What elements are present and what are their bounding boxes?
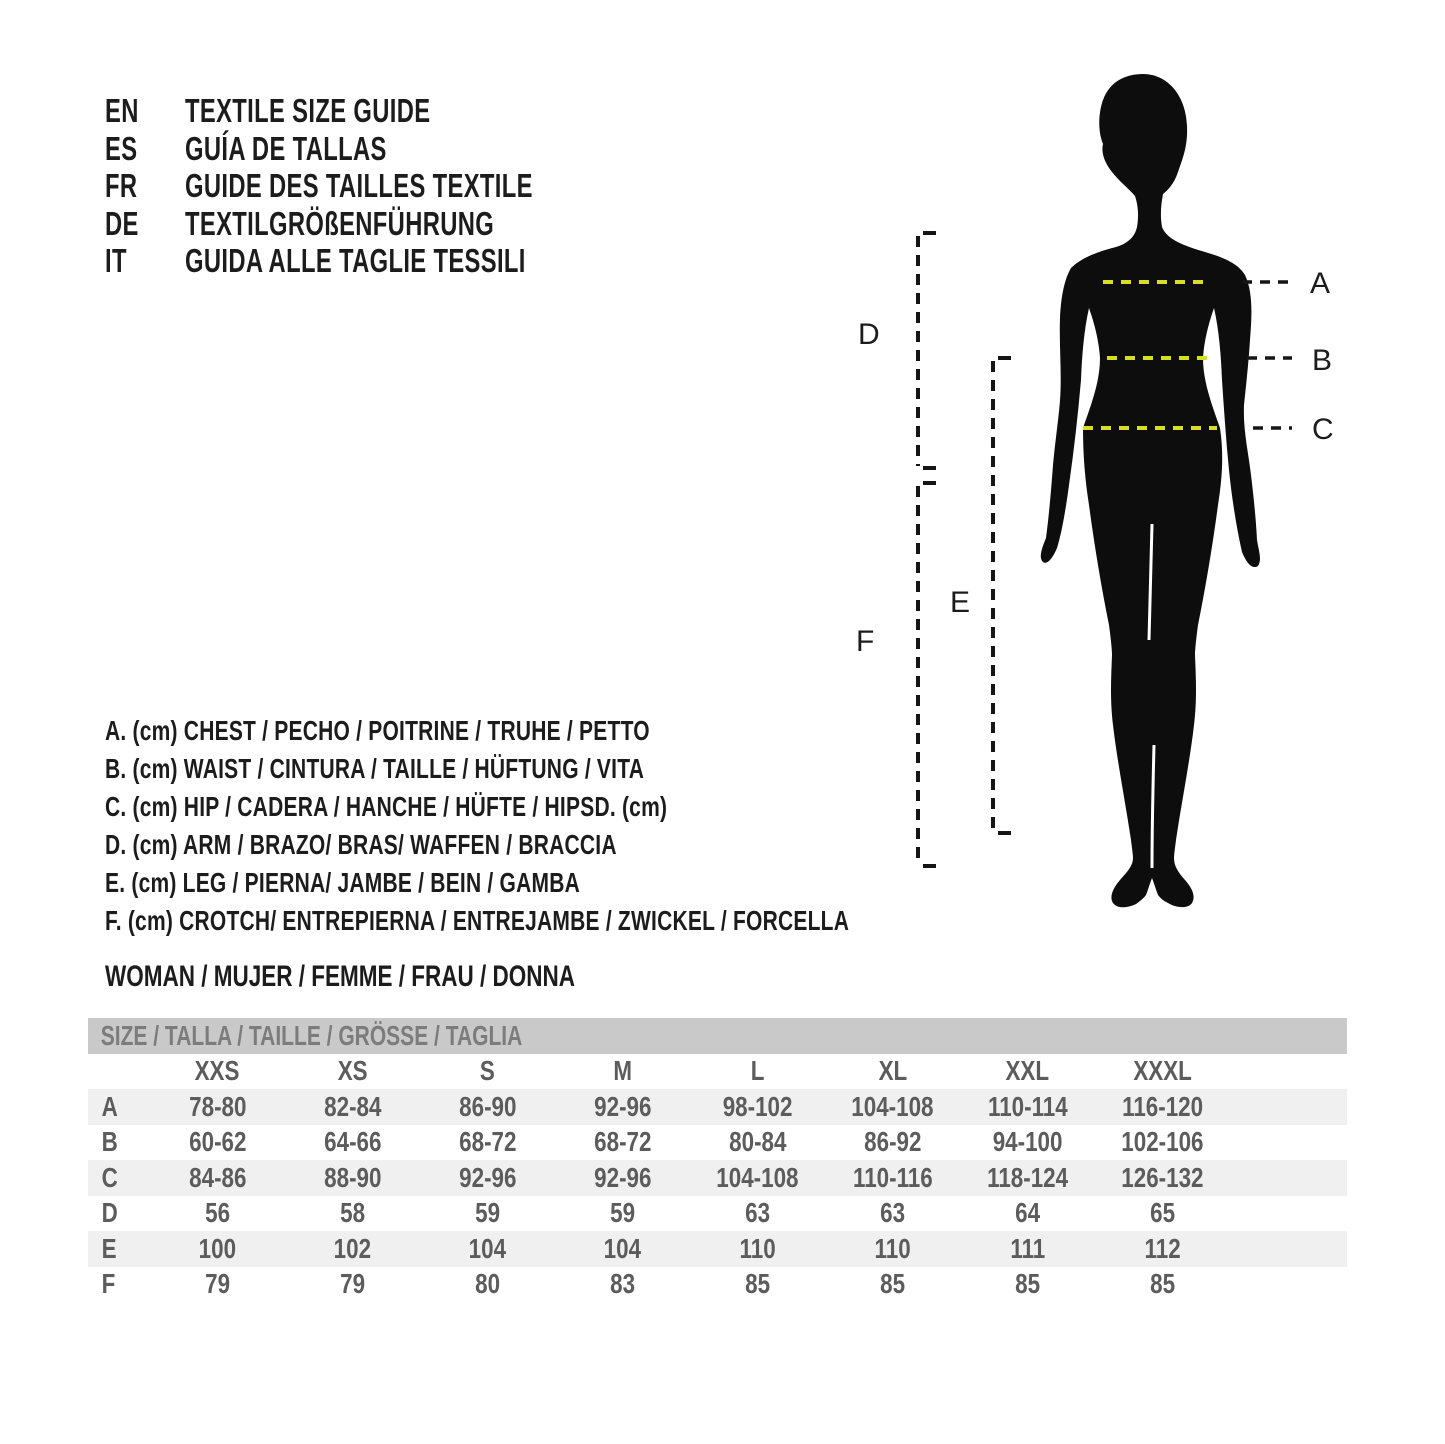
cell-value: 82-84 bbox=[323, 1090, 382, 1122]
cell-value: 88-90 bbox=[323, 1161, 382, 1193]
cell-value: 112 bbox=[1144, 1232, 1181, 1264]
size-col-xxxl: XXXL bbox=[1133, 1055, 1192, 1087]
diagram-label-leg: E bbox=[950, 586, 971, 619]
language-row-es bbox=[105, 130, 668, 168]
cell-value: 58 bbox=[340, 1197, 365, 1229]
row-label: F bbox=[101, 1268, 116, 1300]
filler-cell bbox=[1230, 1125, 1347, 1161]
table-row-arm bbox=[88, 1196, 1347, 1232]
size-col-m: M bbox=[613, 1055, 632, 1087]
cell-value: 104-108 bbox=[716, 1161, 799, 1193]
guide-title: GUIDE DES TAILLES TEXTILE bbox=[185, 167, 533, 205]
cell-value: 104-108 bbox=[851, 1090, 934, 1122]
cell-value: 63 bbox=[745, 1197, 770, 1229]
table-row-crotch bbox=[88, 1267, 1347, 1303]
corner-cell bbox=[88, 1054, 150, 1090]
table-row-hip bbox=[88, 1160, 1347, 1196]
table-row-leg bbox=[88, 1231, 1347, 1267]
cell-value: 102-106 bbox=[1121, 1126, 1204, 1158]
size-table bbox=[88, 1018, 1347, 1302]
filler-cell bbox=[1230, 1089, 1347, 1125]
size-col-xs: XS bbox=[337, 1055, 368, 1087]
language-code: ES bbox=[105, 129, 138, 167]
cell-value: 98-102 bbox=[722, 1090, 793, 1122]
size-col-xxl: XXL bbox=[1005, 1055, 1050, 1087]
size-header-row bbox=[88, 1054, 1347, 1090]
size-col-l: L bbox=[750, 1055, 765, 1087]
cell-value: 65 bbox=[1150, 1197, 1175, 1229]
cell-value: 64-66 bbox=[323, 1126, 382, 1158]
cell-value: 110-114 bbox=[987, 1090, 1068, 1122]
cell-value: 79 bbox=[340, 1268, 365, 1300]
filler-cell bbox=[1230, 1231, 1347, 1267]
guide-title: TEXTILE SIZE GUIDE bbox=[185, 92, 431, 129]
cell-value: 64 bbox=[1015, 1197, 1040, 1229]
cell-value: 104 bbox=[603, 1232, 642, 1264]
cell-value: 83 bbox=[610, 1268, 635, 1300]
cell-value: 92-96 bbox=[593, 1090, 652, 1122]
cell-value: 85 bbox=[745, 1268, 770, 1300]
cell-value: 111 bbox=[1010, 1232, 1045, 1264]
size-col-s: S bbox=[480, 1055, 495, 1087]
cell-value: 78-80 bbox=[188, 1090, 247, 1122]
language-code: DE bbox=[105, 204, 139, 242]
cell-value: 56 bbox=[205, 1197, 230, 1229]
row-label: A bbox=[101, 1090, 118, 1122]
table-header-title: SIZE / TALLA / TAILLE / GRÖSSE / TAGLIA bbox=[88, 1018, 1347, 1054]
measurement-legend bbox=[105, 712, 1097, 940]
guide-title: TEXTILGRÖßENFÜHRUNG bbox=[185, 204, 495, 242]
cell-value: 86-90 bbox=[458, 1090, 517, 1122]
language-code: IT bbox=[105, 242, 127, 280]
cell-value: 116-120 bbox=[1122, 1090, 1203, 1122]
cell-value: 86-92 bbox=[863, 1126, 922, 1158]
diagram-label-waist: B bbox=[1312, 344, 1333, 377]
cell-value: 100 bbox=[198, 1232, 237, 1264]
filler-cell bbox=[1230, 1054, 1347, 1090]
cell-value: 110 bbox=[739, 1232, 776, 1264]
cell-value: 60-62 bbox=[188, 1126, 247, 1158]
cell-value: 94-100 bbox=[992, 1126, 1063, 1158]
cell-value: 79 bbox=[205, 1268, 230, 1300]
cell-value: 80 bbox=[475, 1268, 500, 1300]
cell-value: 102 bbox=[333, 1232, 372, 1264]
guide-title: GUÍA DE TALLAS bbox=[185, 129, 387, 167]
filler-cell bbox=[1230, 1196, 1347, 1232]
cell-value: 84-86 bbox=[188, 1161, 247, 1193]
language-row-fr bbox=[105, 167, 668, 205]
guide-title: GUIDA ALLE TAGLIE TESSILI bbox=[185, 242, 526, 280]
legend-line-waist: B. (cm) WAIST / CINTURA / TAILLE / HÜFTUNG / VITA bbox=[105, 753, 645, 784]
language-row-de bbox=[105, 205, 668, 243]
gender-title: WOMAN / MUJER / FEMME / FRAU / DONNA bbox=[105, 960, 575, 993]
row-label: C bbox=[101, 1161, 118, 1193]
legend-line-chest: A. (cm) CHEST / PECHO / POITRINE / TRUHE / PETTO bbox=[105, 715, 650, 746]
legend-line-arm: D. (cm) ARM / BRAZO/ BRAS/ WAFFEN / BRACCIA bbox=[105, 829, 617, 860]
cell-value: 68-72 bbox=[593, 1126, 652, 1158]
legend-line-crotch: F. (cm) CROTCH/ ENTREPIERNA / ENTREJAMBE / ZWICKEL / FORCELLA bbox=[105, 905, 850, 936]
cell-value: 85 bbox=[880, 1268, 905, 1300]
cell-value: 85 bbox=[1015, 1268, 1040, 1300]
language-code: FR bbox=[105, 167, 138, 205]
table-header-bar bbox=[88, 1018, 1347, 1054]
diagram-label-arm: D bbox=[858, 318, 880, 351]
row-label: D bbox=[101, 1197, 118, 1229]
language-code: EN bbox=[105, 92, 139, 129]
diagram-label-hip: C bbox=[1312, 413, 1334, 446]
legend-line-hip: C. (cm) HIP / CADERA / HANCHE / HÜFTE / HIPSD. (cm) bbox=[105, 791, 668, 822]
cell-value: 110 bbox=[874, 1232, 911, 1264]
cell-value: 63 bbox=[880, 1197, 905, 1229]
language-title-block bbox=[105, 92, 668, 280]
cell-value: 126-132 bbox=[1121, 1161, 1204, 1193]
size-col-xxs: XXS bbox=[195, 1055, 240, 1087]
cell-value: 85 bbox=[1150, 1268, 1175, 1300]
cell-value: 104 bbox=[468, 1232, 507, 1264]
cell-value: 118-124 bbox=[987, 1161, 1068, 1193]
filler-cell bbox=[1230, 1267, 1347, 1303]
cell-value: 92-96 bbox=[593, 1161, 652, 1193]
language-row-en bbox=[105, 92, 668, 130]
diagram-label-chest: A bbox=[1310, 267, 1331, 300]
diagram-label-crotch: F bbox=[856, 625, 875, 658]
cell-value: 59 bbox=[475, 1197, 500, 1229]
cell-value: 92-96 bbox=[458, 1161, 517, 1193]
table-row-waist bbox=[88, 1125, 1347, 1161]
cell-value: 59 bbox=[610, 1197, 635, 1229]
cell-value: 110-116 bbox=[852, 1161, 933, 1193]
cell-value: 80-84 bbox=[728, 1126, 787, 1158]
filler-cell bbox=[1230, 1160, 1347, 1196]
table-row-chest bbox=[88, 1089, 1347, 1125]
cell-value: 68-72 bbox=[458, 1126, 517, 1158]
size-col-xl: XL bbox=[878, 1055, 907, 1087]
row-label: E bbox=[101, 1232, 117, 1264]
row-label: B bbox=[101, 1126, 118, 1158]
legend-line-leg: E. (cm) LEG / PIERNA/ JAMBE / BEIN / GAMBA bbox=[105, 867, 581, 898]
language-row-it bbox=[105, 242, 668, 280]
